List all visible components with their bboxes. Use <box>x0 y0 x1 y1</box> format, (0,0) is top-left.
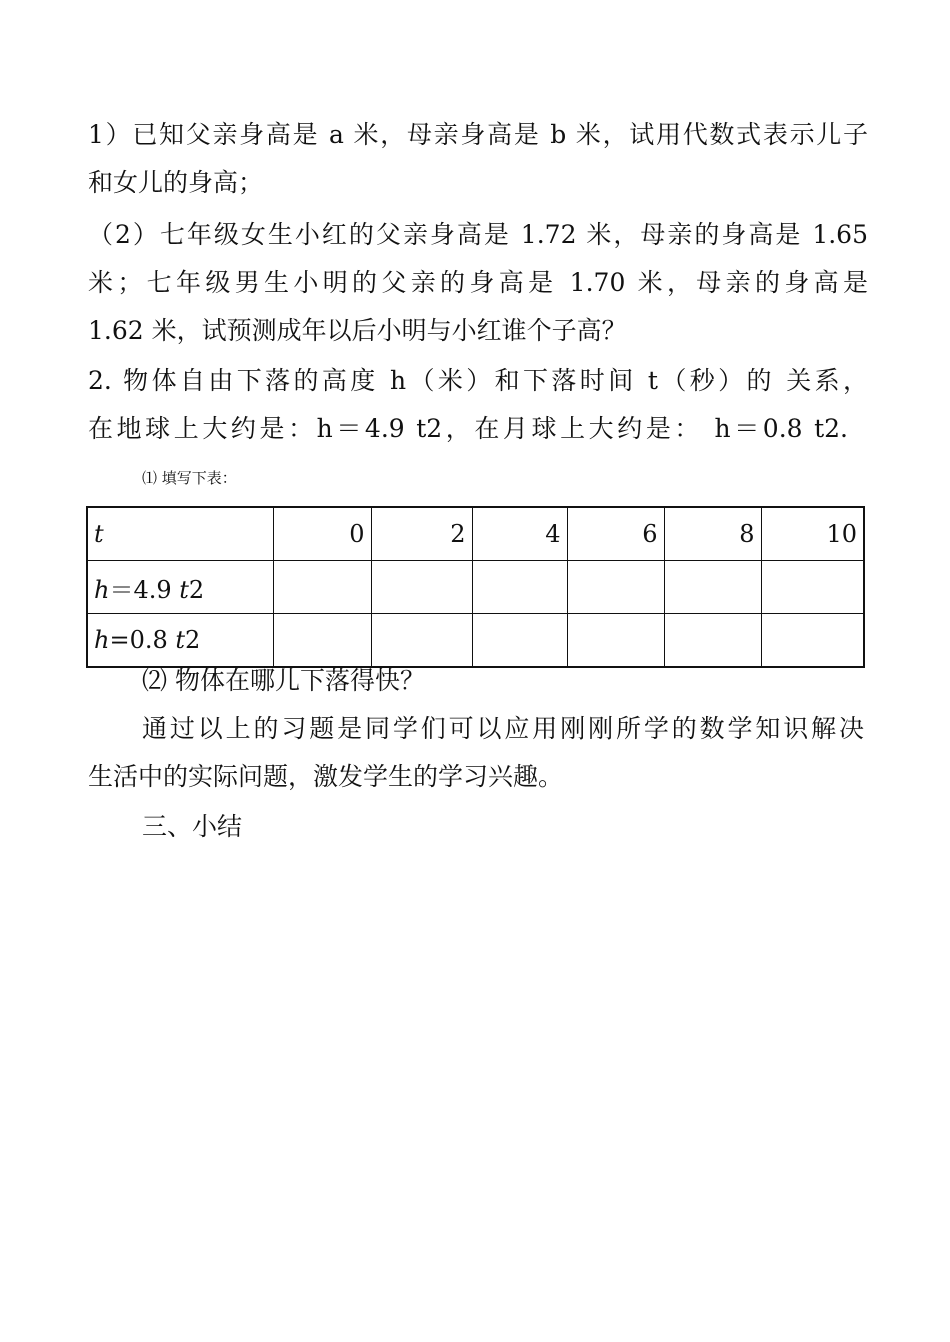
blank-cell[interactable] <box>664 561 761 614</box>
table-header-cell: 8 <box>664 507 761 561</box>
section-heading-summary: 三、小结 <box>142 812 243 841</box>
blank-cell[interactable] <box>472 561 567 614</box>
summary-line-1: 通过以上的习题是同学们可以应用刚刚所学的数学知识解决 <box>142 714 864 743</box>
question-1-line-1: 1）已知父亲身高是 a 米，母亲身高是 b 米，试用代数式表示儿子 <box>88 120 868 149</box>
blank-cell[interactable] <box>371 614 472 668</box>
table-header-row <box>87 507 864 561</box>
table-header-t: t <box>87 507 273 561</box>
blank-cell[interactable] <box>273 561 371 614</box>
row-label-moon-formula: h=0.8 t2 <box>87 614 273 668</box>
table-header-cell: 6 <box>567 507 664 561</box>
table-header-cell: 10 <box>761 507 864 561</box>
blank-cell[interactable] <box>761 561 864 614</box>
problem-2-line-2: 在地球上大约是：h＝4.9 t2，在月球上大约是： h＝0.8 t2. <box>88 414 848 443</box>
question-2-line-1: （2）七年级女生小红的父亲身高是 1.72 米，母亲的身高是 1.65 <box>88 220 868 249</box>
table-row-moon <box>87 614 864 668</box>
blank-cell[interactable] <box>472 614 567 668</box>
fill-in-table <box>86 506 865 668</box>
summary-line-2: 生活中的实际问题，激发学生的学习兴趣。 <box>88 762 564 791</box>
table-header-cell: 0 <box>273 507 371 561</box>
sub-question-2: ⑵ 物体在哪儿下落得快？ <box>142 666 425 695</box>
question-2-line-2: 米；七年级男生小明的父亲的身高是 1.70 米，母亲的身高是 <box>88 268 868 297</box>
table-header-cell: 2 <box>371 507 472 561</box>
table-header-cell: 4 <box>472 507 567 561</box>
blank-cell[interactable] <box>761 614 864 668</box>
fill-table-caption: ⑴ 填写下表： <box>142 469 237 487</box>
question-2-line-3: 1.62 米，试预测成年以后小明与小红谁个子高？ <box>88 316 627 345</box>
row-label-earth-formula: h＝4.9 t2 <box>87 561 273 614</box>
question-1-line-2: 和女儿的身高； <box>88 168 264 197</box>
table-row-earth <box>87 561 864 614</box>
blank-cell[interactable] <box>664 614 761 668</box>
blank-cell[interactable] <box>371 561 472 614</box>
blank-cell[interactable] <box>273 614 371 668</box>
problem-2-line-1: 2. 物体自由下落的高度 h（米）和下落时间 t（秒）的 关系， <box>88 366 868 395</box>
blank-cell[interactable] <box>567 561 664 614</box>
blank-cell[interactable] <box>567 614 664 668</box>
